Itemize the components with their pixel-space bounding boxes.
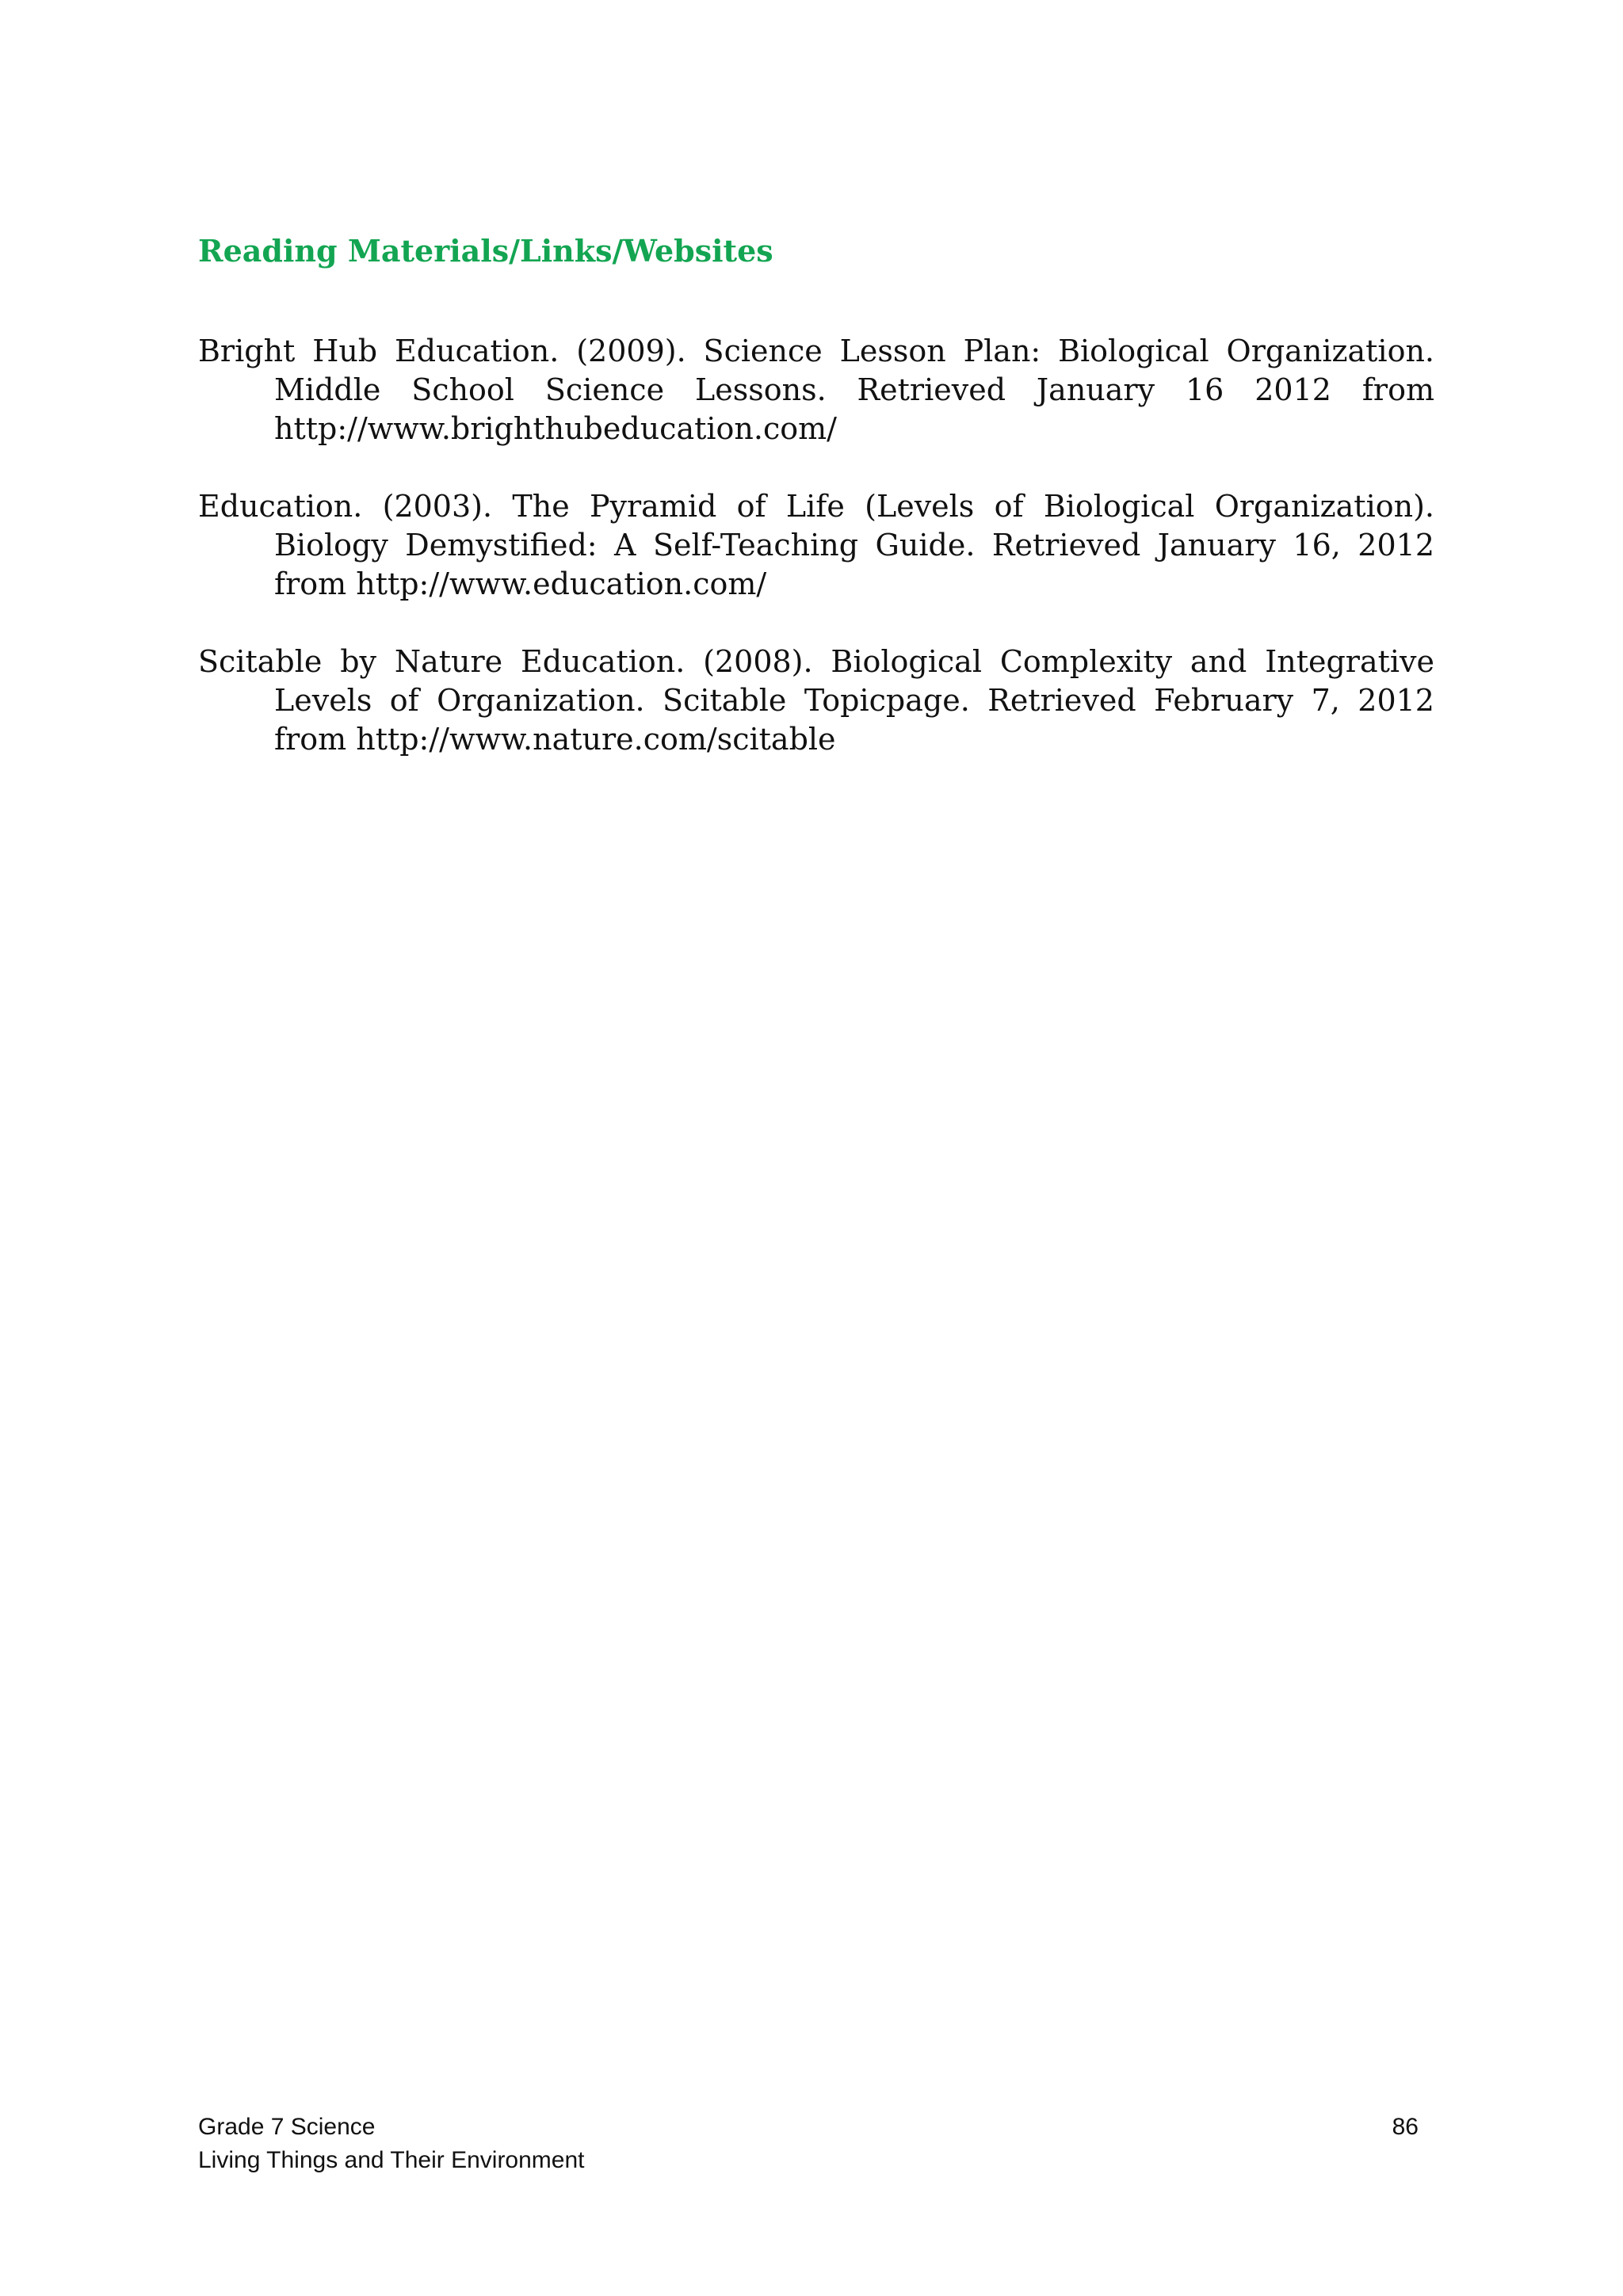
reference-list xyxy=(198,332,1434,759)
reference-item-bright-hub: Bright Hub Education. (2009). Science Lesson Plan: Biological Organization. Middle School Science Lessons. Retrieved January 16 2012 from http://www.brighthubeducation.com/ xyxy=(198,334,1434,447)
reference-item-scitable: Scitable by Nature Education. (2008). Biological Complexity and Integrative Levels of Organization. Scitable Topicpage. Retrieved February 7, 2012 from http://www.nature.com/scitable xyxy=(198,644,1434,757)
footer-course: Grade 7 Science xyxy=(198,2114,376,2140)
reference-item-education: Education. (2003). The Pyramid of Life (Levels of Biological Organization). Biology Demystified: A Self-Teaching Guide. Retrieved January 16, 2012 from http://www.education.com/ xyxy=(198,489,1434,602)
page-number: 86 xyxy=(1392,2114,1419,2140)
section-heading: Reading Materials/Links/Websites xyxy=(198,233,773,269)
footer-course-info xyxy=(198,2111,585,2177)
page-content xyxy=(198,231,1434,798)
footer-unit: Living Things and Their Environment xyxy=(198,2147,585,2173)
page-footer xyxy=(198,2111,1419,2177)
